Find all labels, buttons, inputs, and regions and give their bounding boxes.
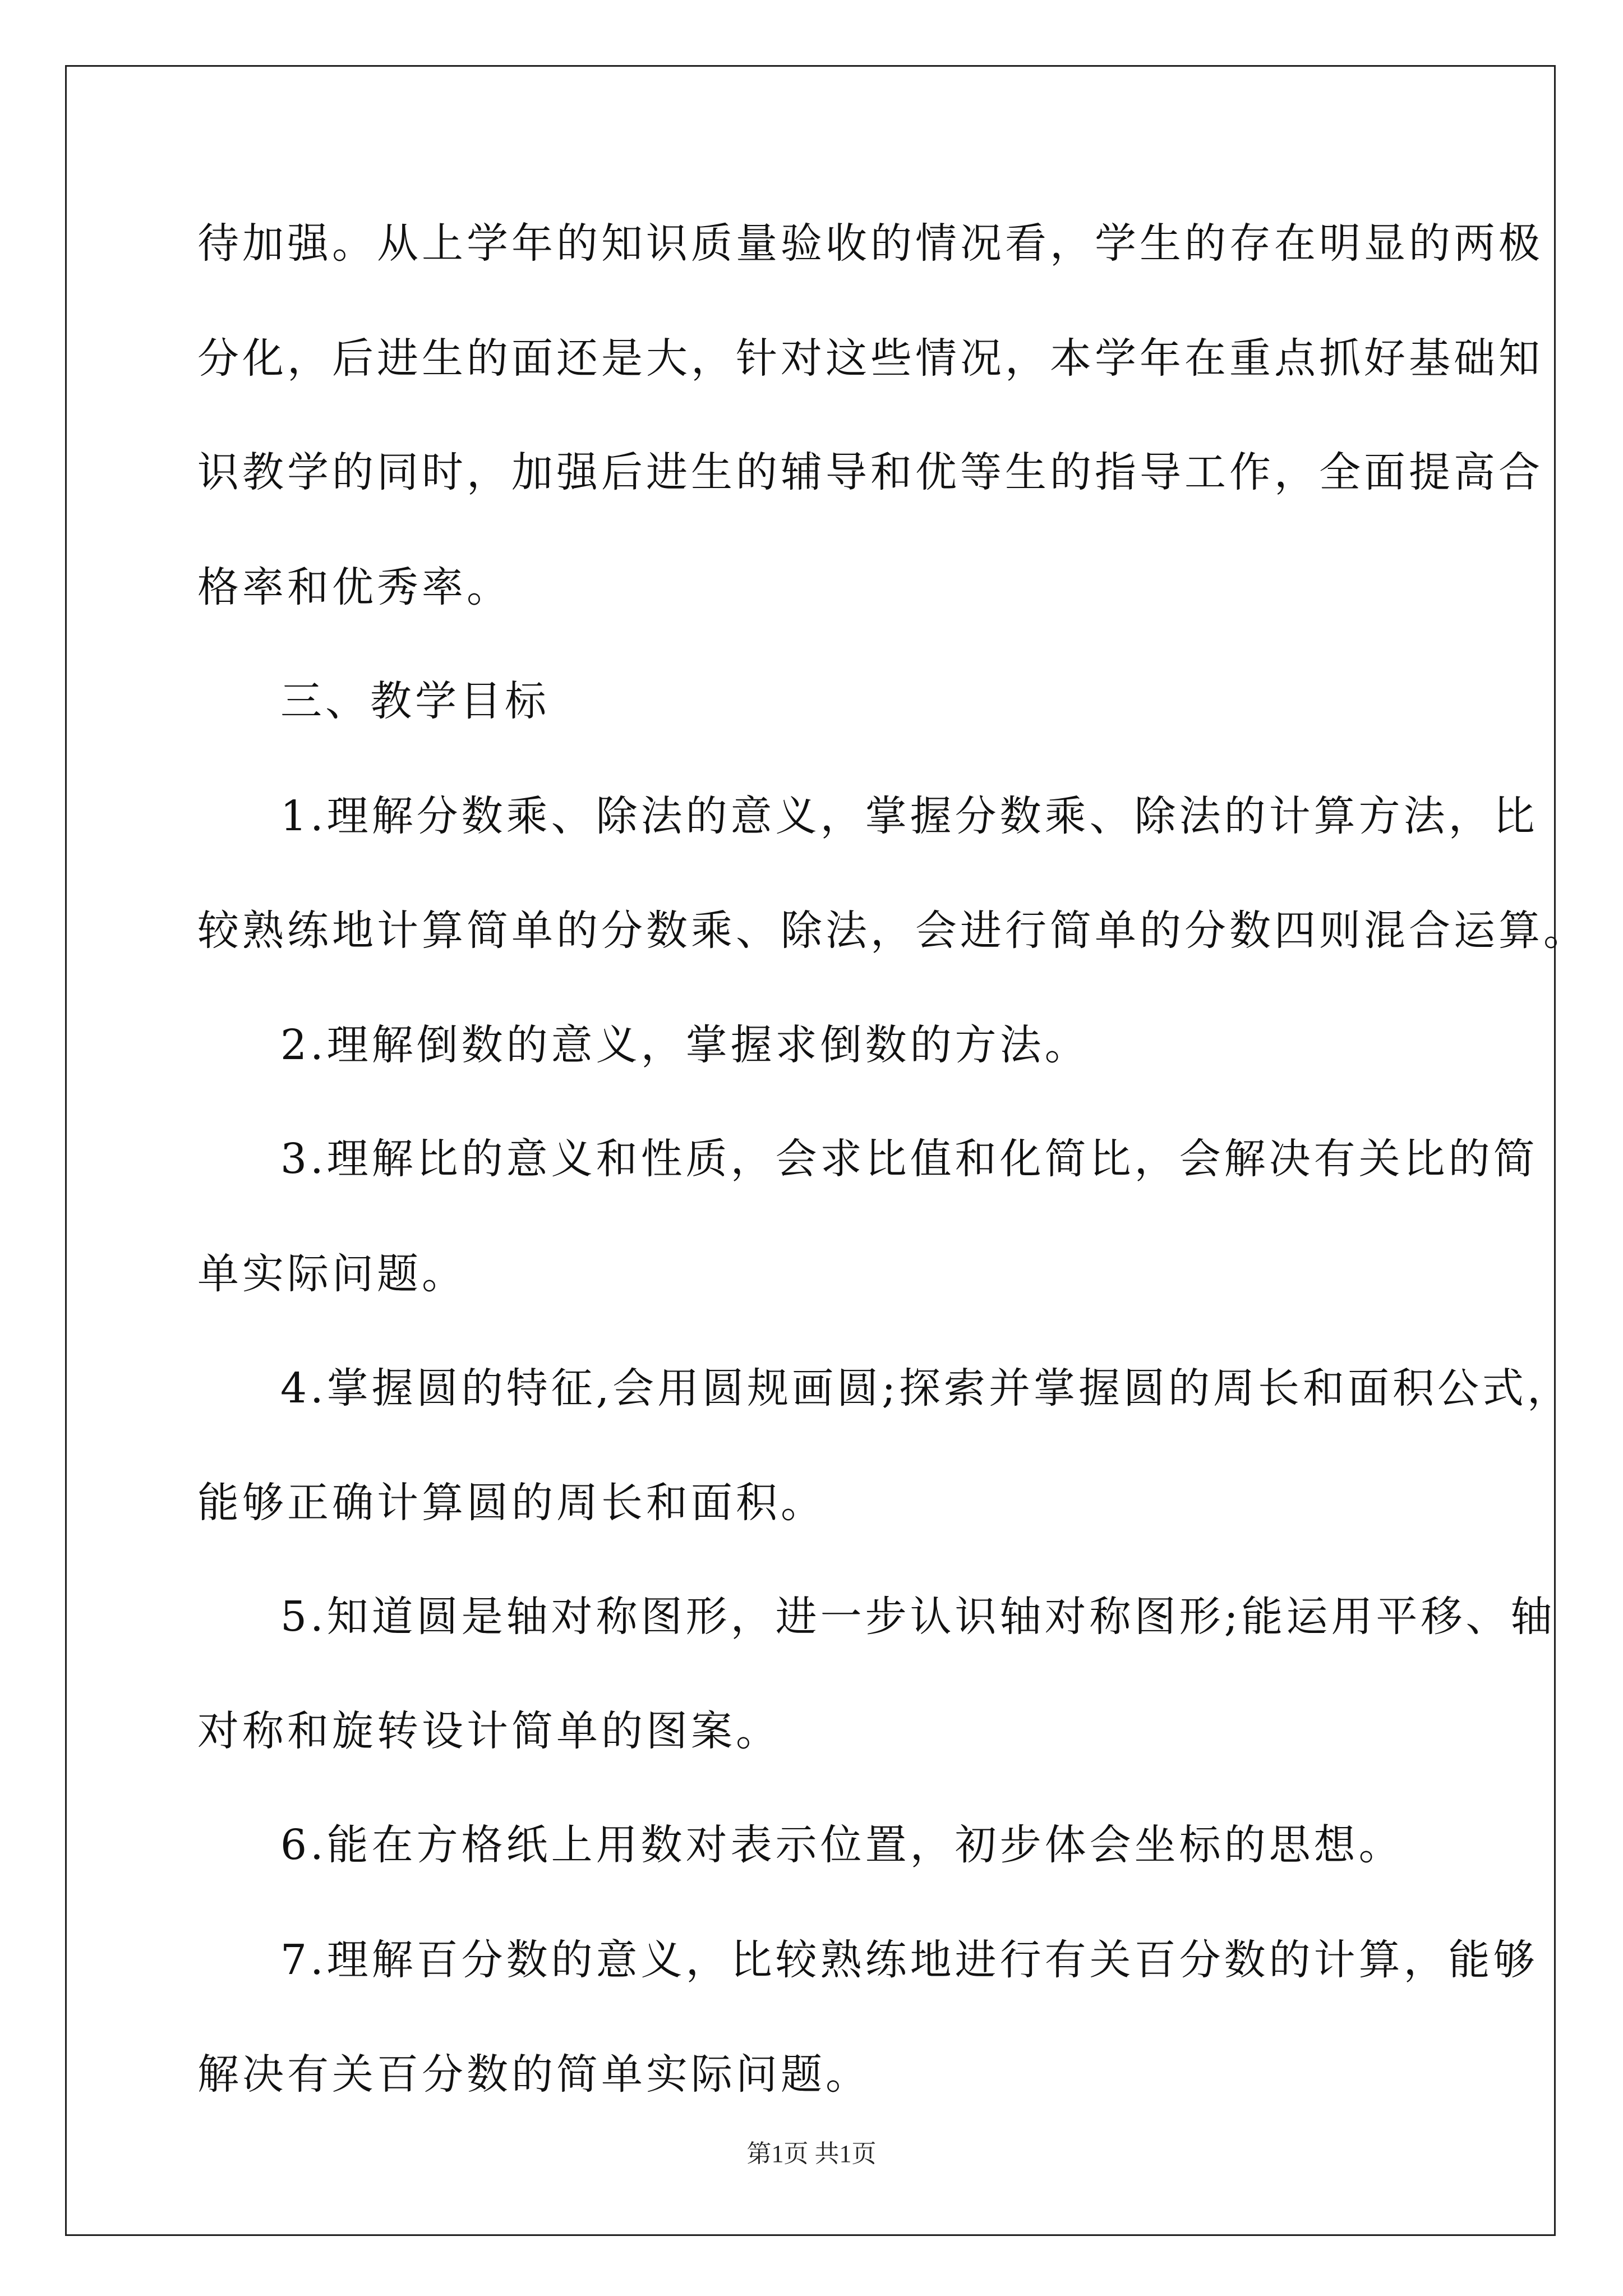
paragraph-line: 解决有关百分数的简单实际问题。 — [197, 2050, 870, 2099]
paragraph-line: 格率和优秀率。 — [197, 563, 511, 611]
paragraph-line: 2.理解倒数的意义，掌握求倒数的方法。 — [280, 1021, 1090, 1069]
paragraph-line: 7.理解百分数的意义，比较熟练地进行有关百分数的计算，能够 — [280, 1936, 1538, 1984]
paragraph-line: 6.能在方格纸上用数对表示位置，初步体会坐标的思想。 — [280, 1821, 1404, 1869]
paragraph-line: 1.理解分数乘、除法的意义，掌握分数乘、除法的计算方法，比 — [280, 792, 1538, 840]
paragraph-line: 单实际问题。 — [197, 1250, 467, 1298]
paragraph-line: 5.知道圆是轴对称图形，进一步认识轴对称图形;能运用平移、轴 — [280, 1593, 1556, 1641]
paragraph-line: 3.理解比的意义和性质，会求比值和化简比，会解决有关比的简 — [280, 1135, 1538, 1183]
paragraph-line: 分化，后进生的面还是大，针对这些情况，本学年在重点抓好基础知 — [197, 334, 1543, 383]
paragraph-line: 较熟练地计算简单的分数乘、除法，会进行简单的分数四则混合运算。 — [197, 907, 1588, 955]
section-heading: 三、教学目标 — [280, 677, 550, 725]
paragraph-line: 对称和旋转设计简单的图案。 — [197, 1707, 781, 1755]
paragraph-line: 识教学的同时，加强后进生的辅导和优等生的指导工作，全面提高合 — [197, 448, 1543, 496]
paragraph-line: 能够正确计算圆的周长和面积。 — [197, 1479, 826, 1527]
paragraph-line: 4.掌握圆的特征,会用圆规画圆;探索并掌握圆的周长和面积公式， — [280, 1364, 1573, 1412]
page-number-footer: 第1页 共1页 — [746, 2140, 877, 2168]
paragraph-line: 待加强。从上学年的知识质量验收的情况看，学生的存在明显的两极 — [197, 219, 1543, 268]
